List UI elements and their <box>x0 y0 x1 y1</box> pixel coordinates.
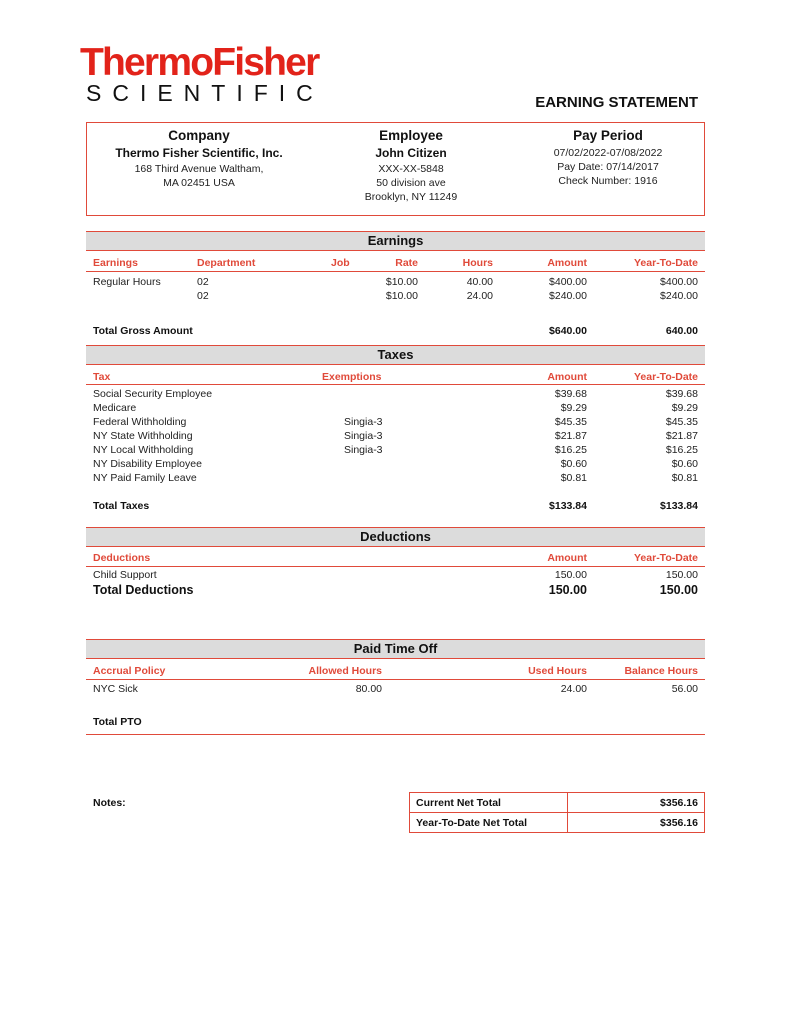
pto-row-1-allowed: 80.00 <box>355 683 382 695</box>
pay-date: Pay Date: 07/14/2017 <box>557 161 659 173</box>
check-number: Check Number: 1916 <box>558 175 658 187</box>
tax-row-1-amount: $39.68 <box>554 388 587 400</box>
tax-row-1-name: Social Security Employee <box>93 388 213 400</box>
tax-row-2-amount: $9.29 <box>560 402 587 414</box>
tax-row-2-name: Medicare <box>93 402 137 414</box>
pay-period-block <box>508 123 708 188</box>
deductions-total-ytd: 150.00 <box>659 583 698 597</box>
company-heading: Company <box>168 128 230 143</box>
pto-col-balance: Balance Hours <box>624 665 698 677</box>
deductions-total-label: Total Deductions <box>93 583 194 597</box>
current-net-total-label: Current Net Total <box>410 793 568 813</box>
deductions-total-amount: 150.00 <box>548 583 587 597</box>
table-row <box>410 793 705 813</box>
pto-bottom-divider <box>86 734 705 735</box>
pto-col-used: Used Hours <box>528 665 587 677</box>
tax-row-3-amount: $45.35 <box>554 416 587 428</box>
tax-row-7-name: NY Paid Family Leave <box>93 472 197 484</box>
deductions-col-ytd: Year-To-Date <box>634 552 698 564</box>
tax-row-4-amount: $21.87 <box>554 430 587 442</box>
earnings-col-ytd: Year-To-Date <box>634 257 698 269</box>
pto-row-1-policy: NYC Sick <box>93 683 138 695</box>
company-address-2: MA 02451 USA <box>163 177 235 189</box>
employee-ssn: XXX-XX-5848 <box>378 163 444 175</box>
tax-row-5-exemption: Singia-3 <box>344 444 383 456</box>
pto-section-title: Paid Time Off <box>86 639 705 659</box>
earnings-header-divider <box>86 271 705 272</box>
pay-period-range: 07/02/2022-07/08/2022 <box>553 147 663 159</box>
tax-row-3-exemption: Singia-3 <box>344 416 383 428</box>
earnings-total-label: Total Gross Amount <box>93 325 193 337</box>
earnings-section-title: Earnings <box>86 231 705 251</box>
taxes-total-ytd: $133.84 <box>660 500 698 512</box>
table-row <box>410 813 705 833</box>
taxes-col-tax: Tax <box>93 371 111 383</box>
pay-period-heading: Pay Period <box>573 128 643 143</box>
tax-row-7-amount: $0.81 <box>560 472 587 484</box>
earnings-row-2-amount: $240.00 <box>549 290 587 302</box>
logo-wordmark: ThermoFisher <box>80 41 319 84</box>
taxes-col-ytd: Year-To-Date <box>634 371 698 383</box>
earnings-col-hours: Hours <box>462 257 493 269</box>
deductions-col-amount: Amount <box>547 552 587 564</box>
tax-row-6-ytd: $0.60 <box>671 458 698 470</box>
current-net-total-value: $356.16 <box>568 793 705 813</box>
earnings-row-2-rate: $10.00 <box>385 290 418 302</box>
tax-row-6-amount: $0.60 <box>560 458 587 470</box>
notes-label: Notes: <box>93 797 126 809</box>
tax-row-5-amount: $16.25 <box>554 444 587 456</box>
earnings-row-1-rate: $10.00 <box>385 276 418 288</box>
earnings-col-department: Department <box>197 257 256 269</box>
tax-row-2-ytd: $9.29 <box>671 402 698 414</box>
earnings-total-amount: $640.00 <box>549 325 587 337</box>
earnings-row-2-hours: 24.00 <box>466 290 493 302</box>
tax-row-5-ytd: $16.25 <box>665 444 698 456</box>
tax-row-7-ytd: $0.81 <box>671 472 698 484</box>
earnings-col-job: Job <box>331 257 350 269</box>
earnings-row-1-dept: 02 <box>197 276 209 288</box>
deductions-col-deductions: Deductions <box>93 552 151 564</box>
tax-row-1-ytd: $39.68 <box>665 388 698 400</box>
earnings-row-1-hours: 40.00 <box>466 276 493 288</box>
earnings-row-1-amount: $400.00 <box>549 276 587 288</box>
logo-subtitle: SCIENTIFIC <box>86 80 324 106</box>
pto-total-label: Total PTO <box>93 716 142 728</box>
company-name: Thermo Fisher Scientific, Inc. <box>115 146 283 160</box>
earnings-col-earnings: Earnings <box>93 257 138 269</box>
taxes-total-amount: $133.84 <box>549 500 587 512</box>
tax-row-4-exemption: Singia-3 <box>344 430 383 442</box>
tax-row-4-name: NY State Withholding <box>93 430 193 442</box>
employee-address-2: Brooklyn, NY 11249 <box>364 191 458 203</box>
taxes-col-amount: Amount <box>547 371 587 383</box>
deduction-row-1-name: Child Support <box>93 569 157 581</box>
taxes-header-divider <box>86 384 705 385</box>
deductions-section-title: Deductions <box>86 527 705 547</box>
deduction-row-1-ytd: 150.00 <box>665 569 698 581</box>
company-address-1: 168 Third Avenue Waltham, <box>134 163 264 175</box>
deductions-header-divider <box>86 566 705 567</box>
taxes-section-title: Taxes <box>86 345 705 365</box>
pto-header-divider <box>86 679 705 680</box>
earnings-row-1-name: Regular Hours <box>93 276 161 288</box>
employee-block <box>311 123 511 204</box>
deduction-row-1-amount: 150.00 <box>554 569 587 581</box>
earnings-row-2-dept: 02 <box>197 290 209 302</box>
company-block <box>99 123 299 190</box>
earnings-col-amount: Amount <box>547 257 587 269</box>
ytd-net-total-value: $356.16 <box>568 813 705 833</box>
pto-row-1-used: 24.00 <box>560 683 587 695</box>
taxes-col-exemptions: Exemptions <box>322 371 382 383</box>
tax-row-4-ytd: $21.87 <box>665 430 698 442</box>
earnings-total-ytd: 640.00 <box>665 325 698 337</box>
employee-heading: Employee <box>379 128 443 143</box>
employee-name: John Citizen <box>375 146 447 160</box>
pto-col-allowed: Allowed Hours <box>308 665 382 677</box>
taxes-total-label: Total Taxes <box>93 500 150 512</box>
page-title: EARNING STATEMENT <box>535 94 698 111</box>
tax-row-3-ytd: $45.35 <box>665 416 698 428</box>
pto-row-1-balance: 56.00 <box>671 683 698 695</box>
tax-row-3-name: Federal Withholding <box>93 416 187 428</box>
earnings-row-2-ytd: $240.00 <box>660 290 698 302</box>
tax-row-6-name: NY Disability Employee <box>93 458 202 470</box>
info-box <box>86 122 705 216</box>
earnings-row-1-ytd: $400.00 <box>660 276 698 288</box>
tax-row-5-name: NY Local Withholding <box>93 444 194 456</box>
employee-address-1: 50 division ave <box>376 177 446 189</box>
net-total-table <box>409 792 705 833</box>
pto-col-policy: Accrual Policy <box>93 665 166 677</box>
earnings-col-rate: Rate <box>395 257 418 269</box>
ytd-net-total-label: Year-To-Date Net Total <box>410 813 568 833</box>
